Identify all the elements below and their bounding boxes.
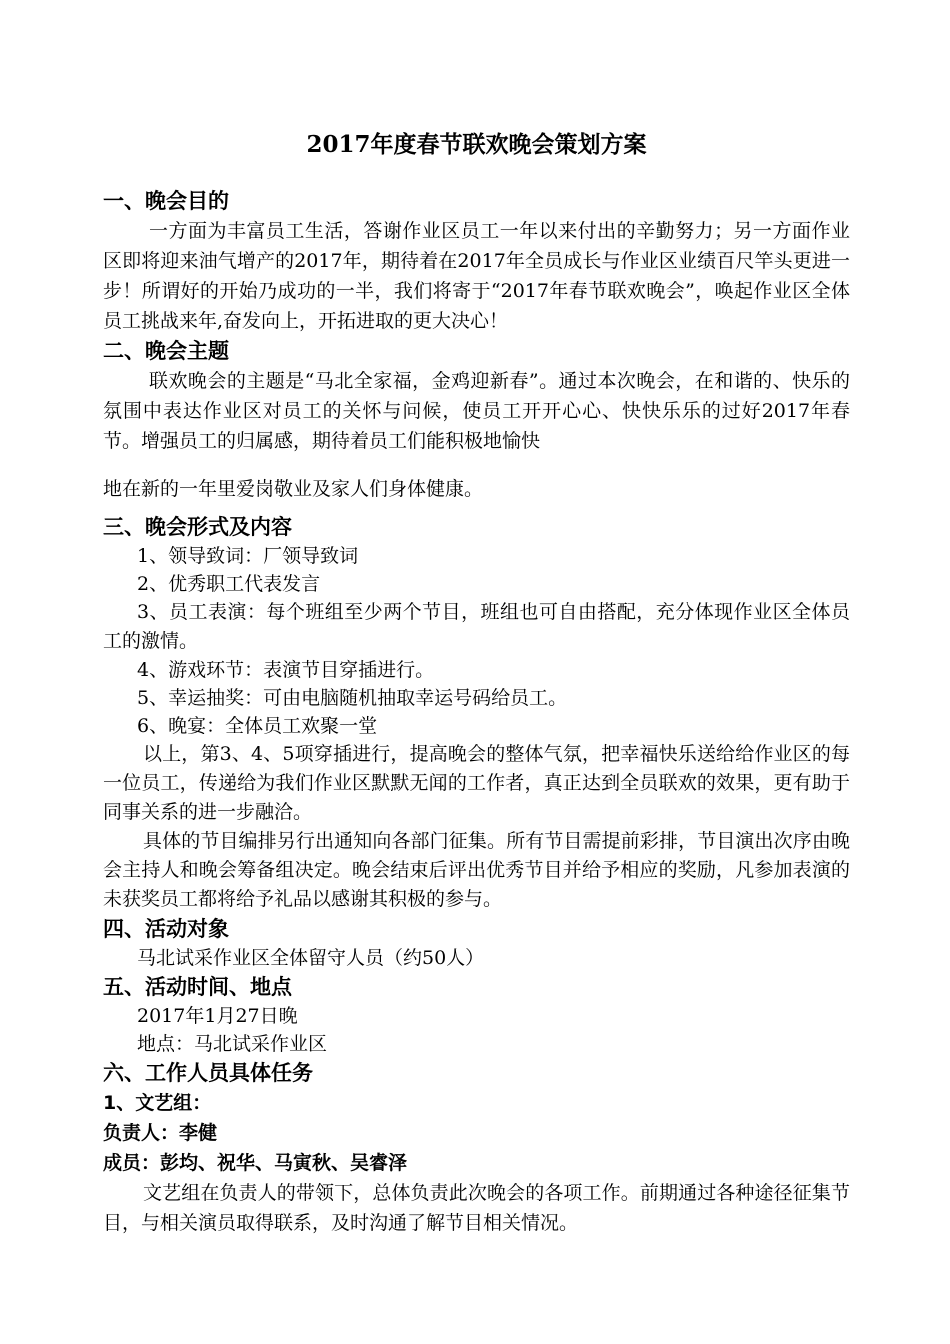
format-summary-paragraph: 以上，第3、4、5项穿插进行，提高晚会的整体气氛，把幸福快乐送给给作业区的每一位员工，传递给为我们作业区默默无闻的工作者，真正达到全员联欢的效果，更有助于同事关系的进一步融洽。 (103, 743, 850, 823)
task-group-title: 1、文艺组： (103, 1092, 212, 1114)
event-time: 2017年1月27日晚 (137, 1005, 298, 1027)
task-group-leader: 负责人：李健 (103, 1122, 218, 1144)
format-item: 6、晚宴：全体员工欢聚一堂 (137, 715, 378, 737)
section-heading-audience: 四、活动对象 (103, 917, 229, 941)
document-title: 2017年度春节联欢晚会策划方案 (306, 131, 647, 158)
theme-paragraph-continued: 地在新的一年里爱岗敬业及家人们身体健康。 (103, 478, 484, 500)
purpose-paragraph: 一方面为丰富员工生活，答谢作业区员工一年以来付出的辛勤努力；另一方面作业区即将迎来油气增产的2017年，期待着在2017年全员成长与作业区业绩百尺竿头更进一步！所谓好的开始乃成功的一半，我们将寄于“2017年春节联欢晚会”，唤起作业区全体员工挑战来年,奋发向上，开拓进取的更大决心！ (103, 220, 850, 332)
audience-text: 马北试采作业区全体留守人员（约50人） (137, 947, 485, 969)
format-item: 3、员工表演：每个班组至少两个节目，班组也可自由搭配，充分体现作业区全体员工的激情。 (103, 601, 850, 652)
theme-paragraph: 联欢晚会的主题是“马北全家福，金鸡迎新春”。通过本次晚会，在和谐的、快乐的氛围中表达作业区对员工的关怀与问候，使员工开开心心、快快乐乐的过好2017年春节。增强员工的归属感，期待着员工们能积极地愉快 (103, 370, 850, 452)
section-heading-purpose: 一、晚会目的 (103, 189, 229, 213)
section-heading-format: 三、晚会形式及内容 (103, 515, 292, 539)
task-group-description: 文艺组在负责人的带领下，总体负责此次晚会的各项工作。前期通过各种途径征集节目，与相关演员取得联系，及时沟通了解节目相关情况。 (103, 1182, 850, 1234)
section-heading-theme: 二、晚会主题 (103, 339, 229, 363)
format-item: 1、领导致词：厂领导致词 (137, 545, 359, 567)
section-heading-time-place: 五、活动时间、地点 (103, 975, 292, 999)
program-arrangement-paragraph: 具体的节目编排另行出通知向各部门征集。所有节目需提前彩排，节目演出次序由晚会主持人和晚会筹备组决定。晚会结束后评出优秀节目并给予相应的奖励，凡参加表演的未获奖员工都将给予礼品以感谢其积极的参与。 (103, 830, 850, 910)
format-item: 4、游戏环节：表演节目穿插进行。 (137, 659, 435, 681)
section-heading-tasks: 六、工作人员具体任务 (103, 1061, 313, 1085)
format-item: 5、幸运抽奖：可由电脑随机抽取幸运号码给员工。 (137, 687, 568, 709)
event-place: 地点：马北试采作业区 (137, 1033, 328, 1055)
format-item: 2、优秀职工代表发言 (137, 573, 321, 595)
task-group-members: 成员：彭均、祝华、马寅秋、吴睿泽 (103, 1152, 408, 1174)
